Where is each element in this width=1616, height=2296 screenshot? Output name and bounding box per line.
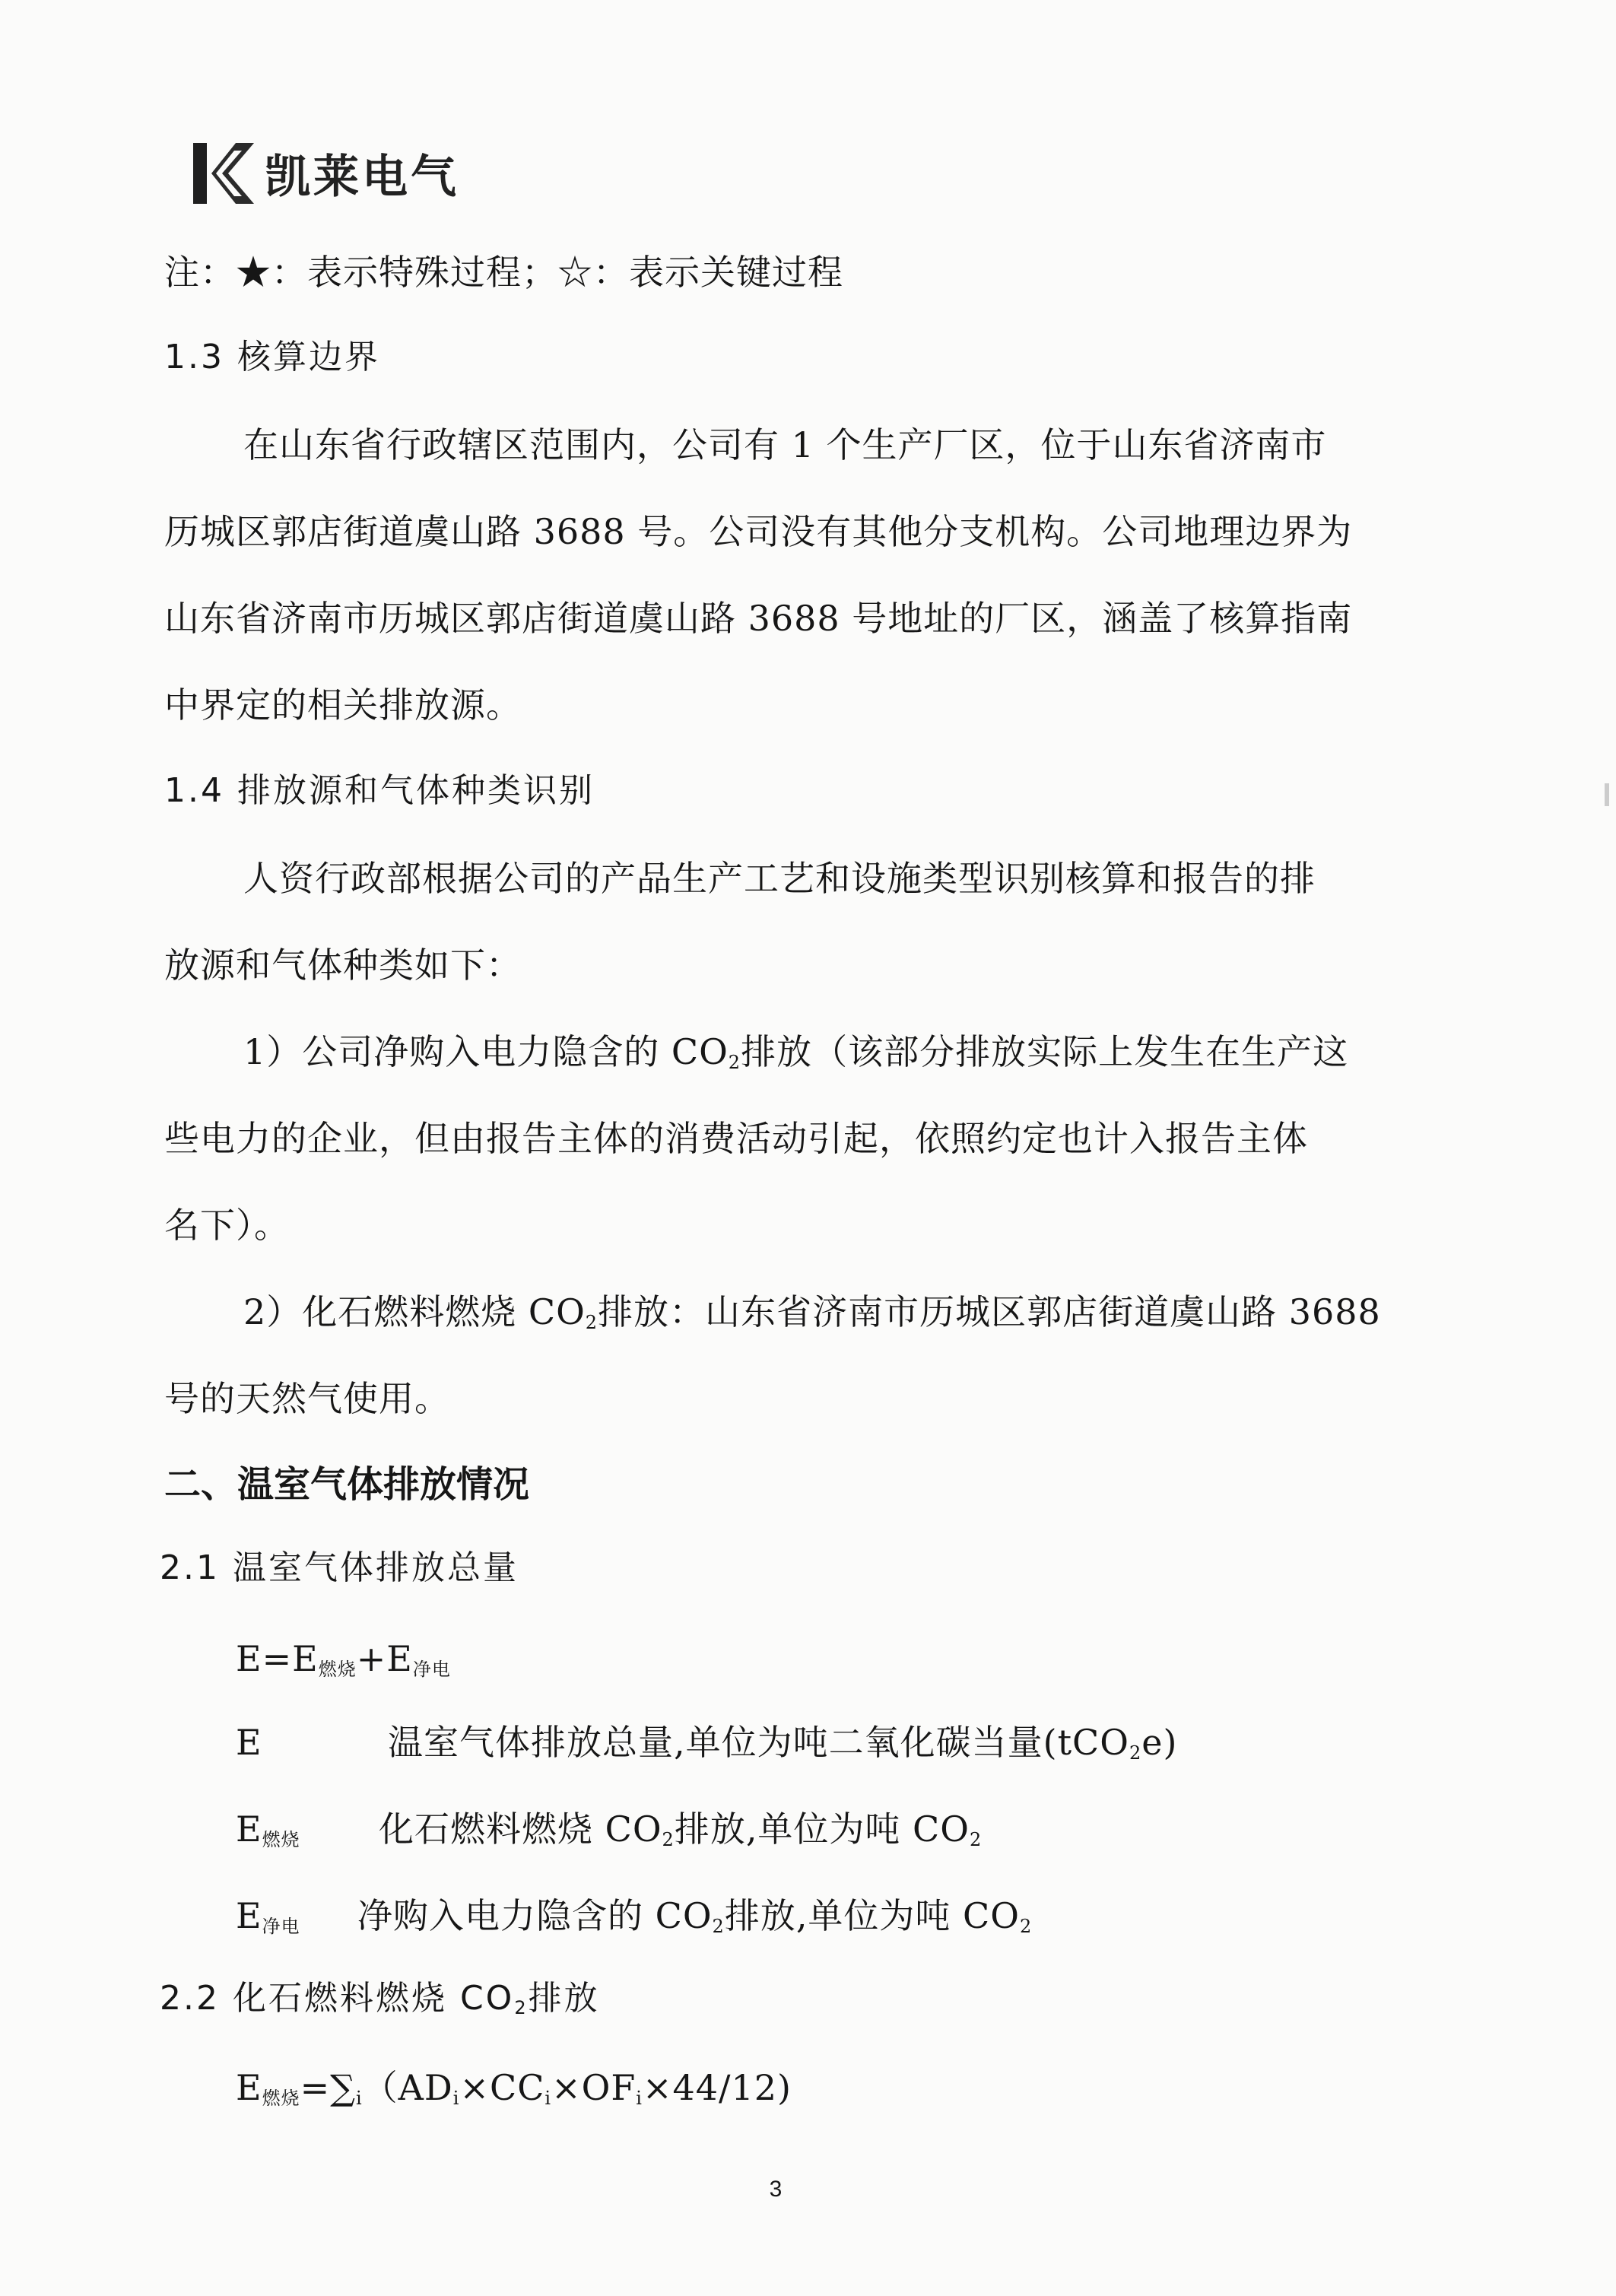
ff-cc-sub: i — [544, 2088, 552, 2109]
formula-plus: +E — [356, 1638, 413, 1679]
boundary-line-1: 在山东省行政辖区范围内，公司有 1 个生产厂区，位于山东省济南市 — [243, 424, 1327, 465]
def-enet-tail: 排放,单位为吨 CO — [724, 1895, 1020, 1936]
def-enet-e: E — [236, 1895, 262, 1936]
ff-of-sub: i — [636, 2088, 643, 2109]
ff-cc: ×CC — [459, 2067, 545, 2108]
section-1-3-title: 1.3 核算边界 — [164, 338, 380, 376]
def-enet-sub-1: 2 — [712, 1916, 725, 1937]
item-2-text-a: 2）化石燃料燃烧 CO — [243, 1291, 586, 1332]
section-2-2-sub: 2 — [514, 1997, 529, 2018]
item-1-line-2: 些电力的企业，但由报告主体的消费活动引起，依照约定也计入报告主体 — [164, 1118, 1308, 1159]
item-2-line-2: 号的天然气使用。 — [164, 1378, 450, 1419]
def-eburn-desc — [379, 1809, 983, 1850]
company-logo — [189, 135, 459, 211]
def-eburn-sub-2: 2 — [969, 1829, 983, 1850]
def-eburn-sub-1: 2 — [662, 1829, 675, 1850]
ff-sum: =∑ — [300, 2067, 356, 2108]
ff-ad: （AD — [362, 2067, 453, 2108]
def-enet-symbol — [236, 1895, 300, 1937]
def-enet-sub-2: 2 — [1019, 1916, 1033, 1937]
ff-tail: ×44/12) — [642, 2067, 792, 2108]
page-number: 3 — [769, 2177, 783, 2202]
item-1-text-a: 1）公司净购入电力隐含的 CO — [243, 1031, 729, 1072]
logo-text: 凯莱电气 — [265, 151, 459, 204]
boundary-line-3: 山东省济南市历城区郭店街道虞山路 3688 号地址的厂区，涵盖了核算指南 — [164, 598, 1353, 639]
item-1-line-3: 名下）。 — [164, 1205, 290, 1246]
item-2-line-1 — [243, 1291, 1381, 1333]
formula-sub-net: 净电 — [412, 1659, 451, 1680]
ff-i-sub: i — [355, 2088, 363, 2109]
section-2-2-title — [160, 1979, 600, 2018]
ff-ad-sub: i — [452, 2088, 460, 2109]
scan-artifact — [1605, 783, 1609, 806]
formula-e: E=E — [236, 1638, 319, 1679]
def-e-sub: 2 — [1129, 1742, 1142, 1764]
def-eburn-text: 化石燃料燃烧 CO — [379, 1809, 662, 1850]
identify-line-1: 人资行政部根据公司的产品生产工艺和设施类型识别核算和报告的排 — [243, 858, 1316, 899]
section-2-1-title: 2.1 温室气体排放总量 — [160, 1548, 519, 1587]
item-1-sub: 2 — [728, 1052, 741, 1073]
def-eburn-sub: 燃烧 — [262, 1829, 300, 1850]
def-enet-desc — [357, 1895, 1033, 1937]
def-e-text: 温室气体排放总量,单位为吨二氧化碳当量(tCO — [388, 1722, 1129, 1763]
boundary-line-2: 历城区郭店街道虞山路 3688 号。公司没有其他分支机构。公司地理边界为 — [164, 511, 1353, 552]
ff-e: E — [236, 2067, 262, 2108]
item-2-text-b: 排放：山东省济南市历城区郭店街道虞山路 3688 — [598, 1291, 1381, 1332]
process-note: 注：★：表示特殊过程；☆：表示关键过程 — [164, 252, 843, 293]
item-1-text-b: 排放（该部分排放实际上发生在生产这 — [741, 1031, 1349, 1072]
def-e-desc — [388, 1722, 1178, 1764]
item-2-sub: 2 — [585, 1312, 598, 1333]
formula-sub-burn: 燃烧 — [318, 1659, 357, 1680]
total-formula — [236, 1638, 451, 1680]
def-enet-sub: 净电 — [262, 1916, 300, 1937]
def-e-symbol: E — [236, 1722, 262, 1763]
boundary-line-4: 中界定的相关排放源。 — [164, 684, 522, 726]
ff-of: ×OF — [551, 2067, 637, 2108]
def-enet-text: 净购入电力隐含的 CO — [357, 1895, 713, 1936]
def-eburn-tail: 排放,单位为吨 CO — [674, 1809, 970, 1850]
ff-e-sub: 燃烧 — [262, 2088, 300, 2109]
item-1-line-1 — [243, 1031, 1349, 1073]
k-logo-icon — [189, 137, 257, 210]
fossil-formula — [236, 2067, 792, 2109]
section-2-2-text: 2.2 化石燃料燃烧 CO — [160, 1979, 515, 2018]
section-2-2-tail: 排放 — [528, 1979, 600, 2018]
identify-line-2: 放源和气体种类如下： — [164, 945, 522, 986]
def-eburn-symbol — [236, 1809, 300, 1850]
def-eburn-e: E — [236, 1809, 262, 1850]
section-2-title: 二、温室气体排放情况 — [164, 1463, 530, 1506]
def-e-tail: e) — [1141, 1722, 1178, 1763]
section-1-4-title: 1.4 排放源和气体种类识别 — [164, 771, 595, 810]
